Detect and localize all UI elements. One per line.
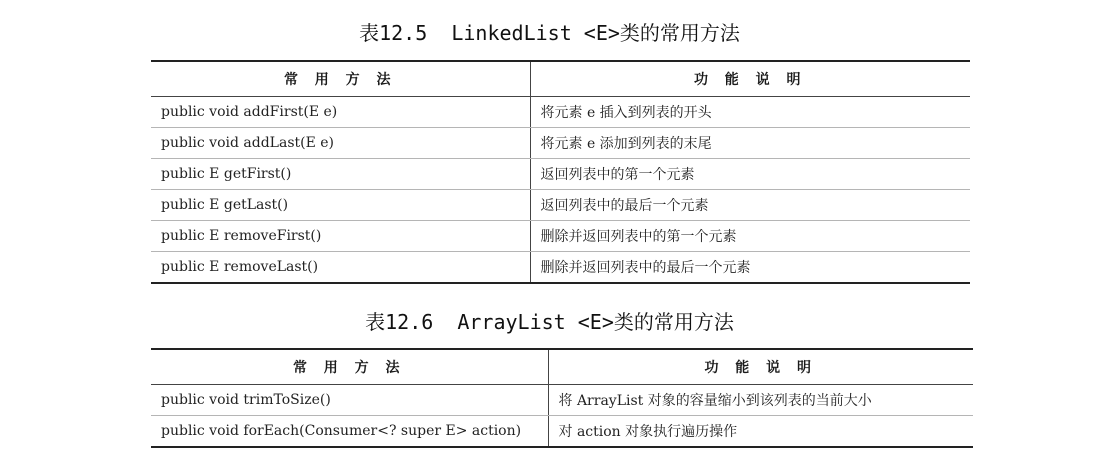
arraylist-methods-table bbox=[151, 348, 973, 448]
method-signature: public void addFirst(E e) bbox=[151, 97, 530, 128]
method-signature: public E getLast() bbox=[151, 190, 530, 221]
table-header-row bbox=[151, 349, 973, 385]
header-description: 功 能 说 明 bbox=[548, 349, 973, 385]
table-row bbox=[151, 159, 970, 190]
table-row bbox=[151, 252, 970, 284]
linkedlist-methods-table bbox=[151, 60, 970, 284]
method-signature: public void forEach(Consumer<? super E> action) bbox=[151, 416, 548, 448]
method-signature: public E removeFirst() bbox=[151, 221, 530, 252]
table-row bbox=[151, 97, 970, 128]
method-signature: public void trimToSize() bbox=[151, 385, 548, 416]
method-description: 删除并返回列表中的第一个元素 bbox=[530, 221, 970, 252]
method-description: 删除并返回列表中的最后一个元素 bbox=[530, 252, 970, 284]
header-method: 常 用 方 法 bbox=[151, 349, 548, 385]
method-signature: public E removeLast() bbox=[151, 252, 530, 284]
header-method: 常 用 方 法 bbox=[151, 61, 530, 97]
method-description: 将元素 e 插入到列表的开头 bbox=[530, 97, 970, 128]
method-description: 返回列表中的最后一个元素 bbox=[530, 190, 970, 221]
method-description: 返回列表中的第一个元素 bbox=[530, 159, 970, 190]
method-description: 将元素 e 添加到列表的末尾 bbox=[530, 128, 970, 159]
table-row bbox=[151, 416, 973, 448]
table-row bbox=[151, 221, 970, 252]
method-signature: public void addLast(E e) bbox=[151, 128, 530, 159]
method-description: 将 ArrayList 对象的容量缩小到该列表的当前大小 bbox=[548, 385, 973, 416]
method-description: 对 action 对象执行遍历操作 bbox=[548, 416, 973, 448]
table-caption: 表12.5 LinkedList <E>类的常用方法 bbox=[359, 21, 740, 45]
table-caption: 表12.6 ArrayList <E>类的常用方法 bbox=[365, 310, 734, 334]
method-signature: public E getFirst() bbox=[151, 159, 530, 190]
table-row bbox=[151, 128, 970, 159]
header-description: 功 能 说 明 bbox=[530, 61, 970, 97]
table-row bbox=[151, 385, 973, 416]
table-header-row bbox=[151, 61, 970, 97]
table-row bbox=[151, 190, 970, 221]
